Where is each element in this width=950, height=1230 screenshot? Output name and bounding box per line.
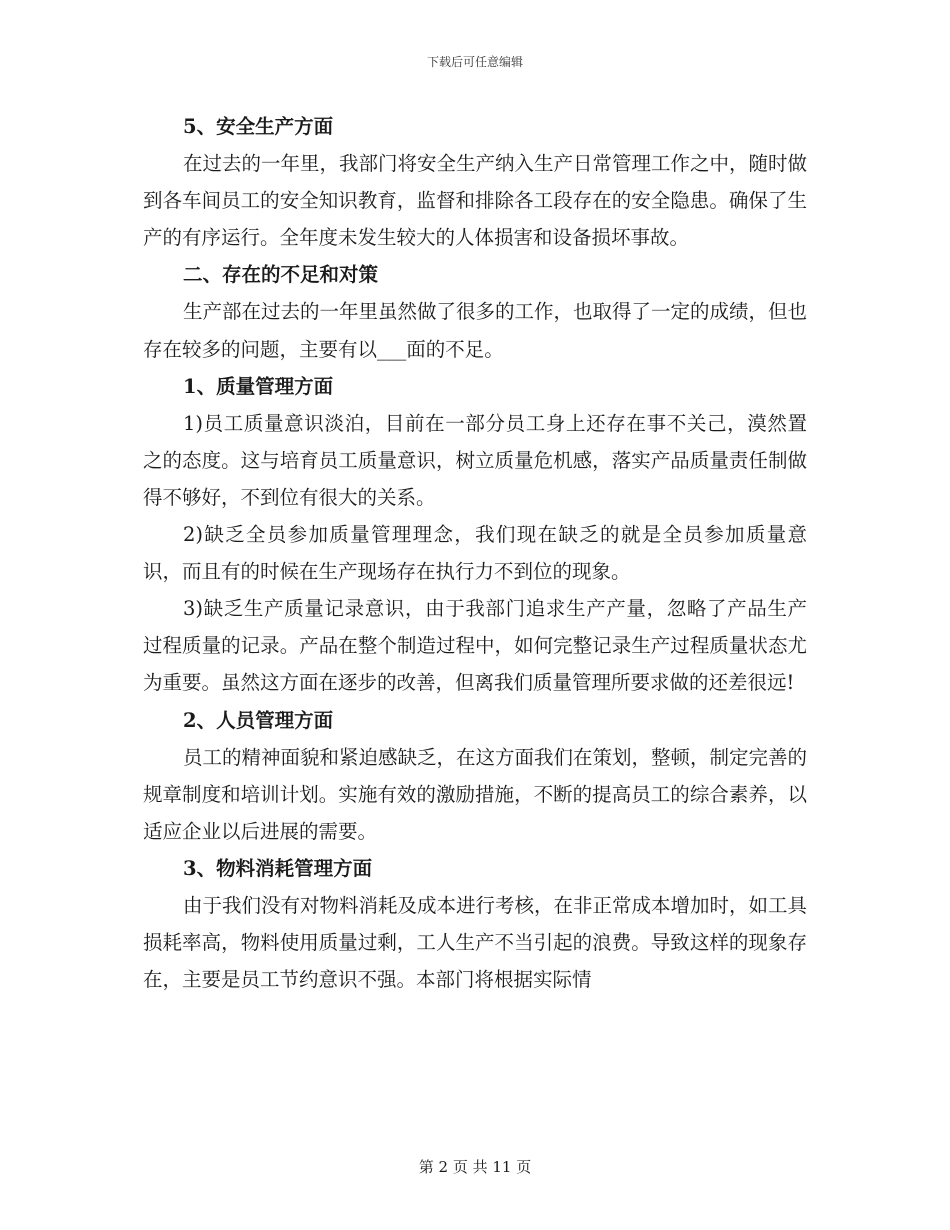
section-heading-shortcomings: 二、存在的不足和对策 bbox=[183, 263, 379, 287]
section-heading-materials: 3、物料消耗管理方面 bbox=[183, 856, 373, 880]
paragraph-materials: 由于我们没有对物料消耗及成本进行考核，在非正常成本增加时，如工具损耗率高，物料使用质量过剩，工人生产不当引起的浪费。导致这样的现象存在，主要是员工节约意识不强。本部门将根据实际情 bbox=[143, 893, 808, 992]
paragraph-safety: 在过去的一年里，我部门将安全生产纳入生产日常管理工作之中，随时做到各车间员工的安全知识教育，监督和排除各工段存在的安全隐患。确保了生产的有序运行。全年度未发生较大的人体损害和设备损坏事故。 bbox=[143, 152, 808, 250]
page-number: 第 2 页 共 11 页 bbox=[418, 1158, 532, 1176]
paragraph-personnel: 员工的精神面貌和紧迫感缺乏，在这方面我们在策划，整顿，制定完善的规章制度和培训计划。实施有效的激励措施，不断的提高员工的综合素养，以适应企业以后进展的需要。 bbox=[143, 745, 808, 843]
document-body bbox=[143, 108, 807, 998]
section-heading-personnel: 2、人员管理方面 bbox=[183, 708, 334, 732]
paragraph-shortcomings-intro: 生产部在过去的一年里虽然做了很多的工作，也取得了一定的成绩，但也存在较多的问题，主要有以___面的不足。 bbox=[143, 300, 808, 361]
paragraph-quality-1: 1)员工质量意识淡泊，目前在一部分员工身上还存在事不关己，漠然置之的态度。这与培育员工质量意识，树立质量危机感，落实产品质量责任制做得不够好，不到位有很大的关系。 bbox=[143, 411, 807, 509]
section-heading-quality: 1、质量管理方面 bbox=[183, 374, 334, 398]
page-header-note: 下载后可任意编辑 bbox=[426, 55, 523, 69]
paragraph-quality-2: 2)缺乏全员参加质量管理理念，我们现在缺乏的就是全员参加质量意识，而且有的时候在生产现场存在执行力不到位的现象。 bbox=[143, 523, 807, 584]
section-heading-safety: 5、安全生产方面 bbox=[183, 115, 334, 138]
paragraph-quality-3: 3)缺乏生产质量记录意识，由于我部门追求生产产量，忽略了产品生产过程质量的记录。产品在整个制造过程中，如何完整记录生产过程质量状态尤为重要。虽然这方面在逐步的改善，但离我们质量管理所要求做的还差很远! bbox=[143, 597, 807, 695]
